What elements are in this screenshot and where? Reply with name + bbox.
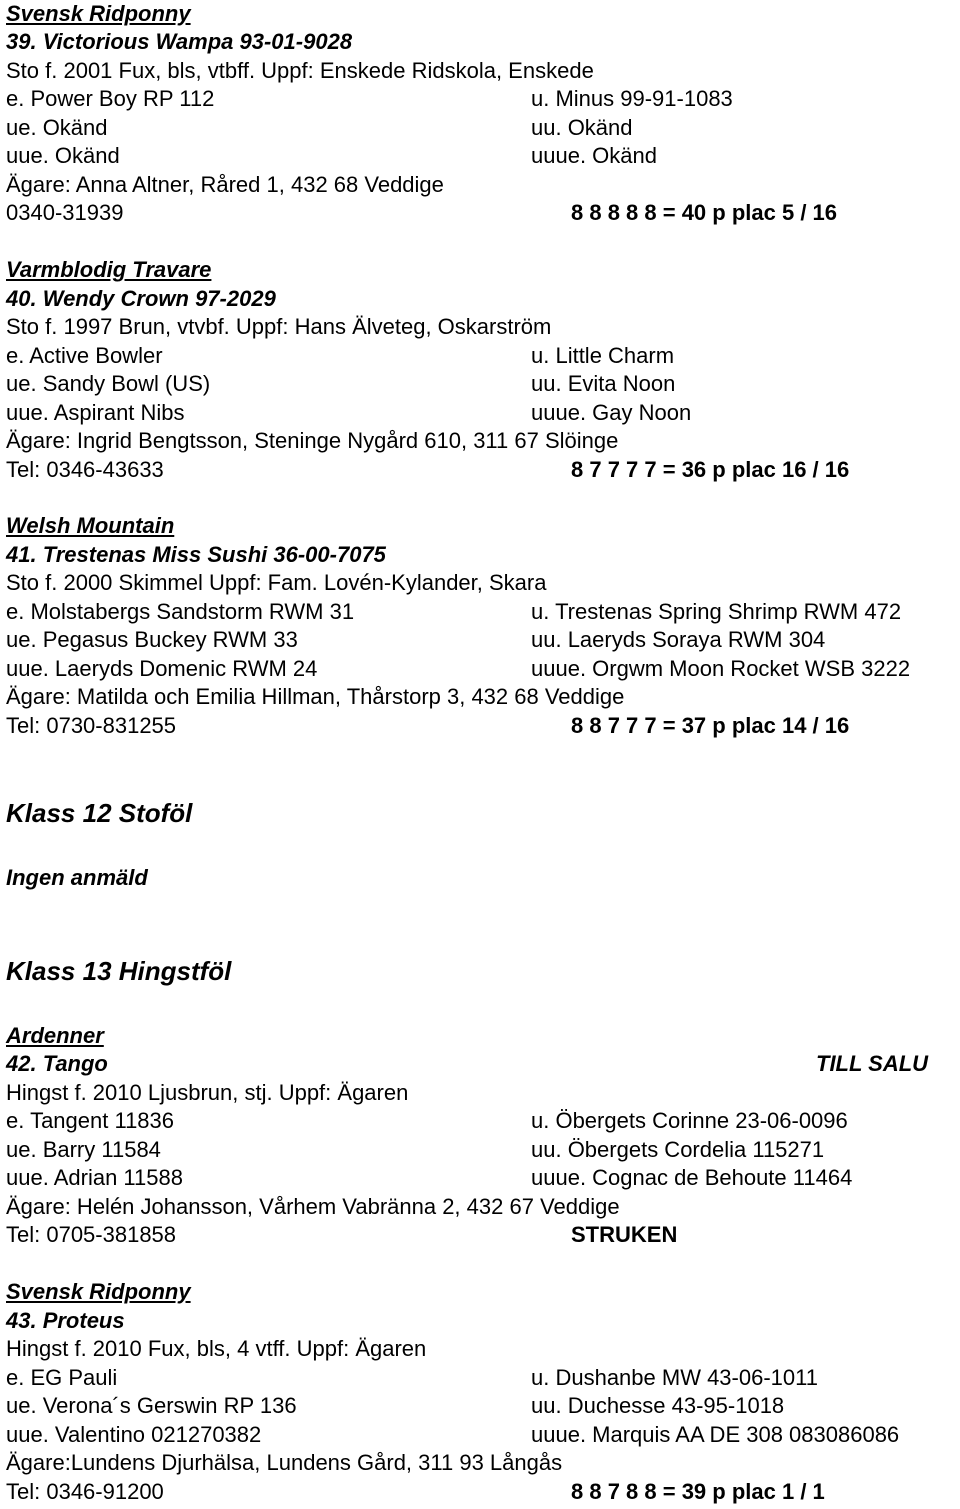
- great-granddam: uuue. Cognac de Behoute 11464: [531, 1165, 853, 1190]
- breed-heading: Svensk Ridponny: [6, 1279, 191, 1304]
- breed-heading: Ardenner: [6, 1023, 104, 1048]
- status-label: STRUKEN: [571, 1222, 678, 1247]
- sire: e. EG Pauli: [6, 1365, 118, 1390]
- breed-heading: Svensk Ridponny: [6, 1, 191, 26]
- owner: Ägare:Lundens Djurhälsa, Lundens Gård, 311 93 Långås: [6, 1450, 563, 1475]
- score: 8 8 7 8 8 = 39 p plac 1 / 1: [571, 1479, 825, 1504]
- granddam: uu. Okänd: [531, 115, 633, 140]
- for-sale-label: TILL SALU: [816, 1051, 929, 1076]
- score: 8 7 7 7 7 = 36 p plac 16 / 16: [571, 457, 850, 482]
- class-heading: Klass 12 Stoföl: [6, 798, 193, 828]
- granddam: uu. Evita Noon: [531, 371, 676, 396]
- great-granddam: uuue. Okänd: [531, 143, 657, 168]
- horse-title: 43. Proteus: [6, 1308, 125, 1333]
- dam: u. Minus 99-91-1083: [531, 86, 733, 111]
- great-grandsire: uue. Adrian 11588: [6, 1165, 183, 1190]
- horse-title: 39. Victorious Wampa 93-01-9028: [6, 29, 353, 54]
- class-heading: Klass 13 Hingstföl: [6, 956, 232, 986]
- great-granddam: uuue. Gay Noon: [531, 400, 692, 425]
- telephone: 0340-31939: [6, 200, 124, 225]
- great-granddam: uuue. Marquis AA DE 308 083086086: [531, 1422, 900, 1447]
- dam: u. Little Charm: [531, 343, 675, 368]
- score: 8 8 7 7 7 = 37 p plac 14 / 16: [571, 713, 850, 738]
- horse-description: Hingst f. 2010 Fux, bls, 4 vtff. Uppf: Ägaren: [6, 1336, 427, 1361]
- sire: e. Power Boy RP 112: [6, 86, 215, 111]
- grandsire: ue. Okänd: [6, 115, 108, 140]
- horse-description: Sto f. 2000 Skimmel Uppf: Fam. Lovén-Kylander, Skara: [6, 570, 547, 595]
- granddam: uu. Laeryds Soraya RWM 304: [531, 627, 826, 652]
- horse-description: Sto f. 2001 Fux, bls, vtbff. Uppf: Enskede Ridskola, Enskede: [6, 58, 594, 83]
- dam: u. Trestenas Spring Shrimp RWM 472: [531, 599, 902, 624]
- grandsire: ue. Sandy Bowl (US): [6, 371, 211, 396]
- grandsire: ue. Barry 11584: [6, 1137, 161, 1162]
- class-note: Ingen anmäld: [6, 865, 148, 890]
- horse-title: 40. Wendy Crown 97-2029: [6, 286, 276, 311]
- breed-heading: Varmblodig Travare: [6, 257, 212, 282]
- grandsire: ue. Pegasus Buckey RWM 33: [6, 627, 298, 652]
- owner: Ägare: Anna Altner, Råred 1, 432 68 Veddige: [6, 172, 444, 197]
- horse-description: Sto f. 1997 Brun, vtvbf. Uppf: Hans Älveteg, Oskarström: [6, 314, 552, 339]
- owner: Ägare: Ingrid Bengtsson, Steninge Nygård 610, 311 67 Slöinge: [6, 428, 619, 453]
- horse-description: Hingst f. 2010 Ljusbrun, stj. Uppf: Ägaren: [6, 1080, 409, 1105]
- granddam: uu. Öbergets Cordelia 115271: [531, 1137, 825, 1162]
- telephone: Tel: 0346-43633: [6, 457, 164, 482]
- great-grandsire: uue. Aspirant Nibs: [6, 400, 185, 425]
- great-grandsire: uue. Okänd: [6, 143, 120, 168]
- breed-heading: Welsh Mountain: [6, 513, 175, 538]
- sire: e. Active Bowler: [6, 343, 163, 368]
- owner: Ägare: Helén Johansson, Vårhem Vabränna 2, 432 67 Veddige: [6, 1194, 620, 1219]
- sire: e. Molstabergs Sandstorm RWM 31: [6, 599, 355, 624]
- telephone: Tel: 0730-831255: [6, 713, 177, 738]
- great-grandsire: uue. Valentino 021270382: [6, 1422, 262, 1447]
- telephone: Tel: 0346-91200: [6, 1479, 164, 1504]
- horse-title: 41. Trestenas Miss Sushi 36-00-7075: [6, 542, 386, 567]
- score: 8 8 8 8 8 = 40 p plac 5 / 16: [571, 200, 838, 225]
- owner: Ägare: Matilda och Emilia Hillman, Thårstorp 3, 432 68 Veddige: [6, 684, 625, 709]
- horse-title: 42. Tango: [6, 1051, 108, 1076]
- dam: u. Öbergets Corinne 23-06-0096: [531, 1108, 848, 1133]
- great-granddam: uuue. Orgwm Moon Rocket WSB 3222: [531, 656, 911, 681]
- great-grandsire: uue. Laeryds Domenic RWM 24: [6, 656, 318, 681]
- granddam: uu. Duchesse 43-95-1018: [531, 1393, 785, 1418]
- grandsire: ue. Verona´s Gerswin RP 136: [6, 1393, 297, 1418]
- sire: e. Tangent 11836: [6, 1108, 175, 1133]
- dam: u. Dushanbe MW 43-06-1011: [531, 1365, 818, 1390]
- telephone: Tel: 0705-381858: [6, 1222, 177, 1247]
